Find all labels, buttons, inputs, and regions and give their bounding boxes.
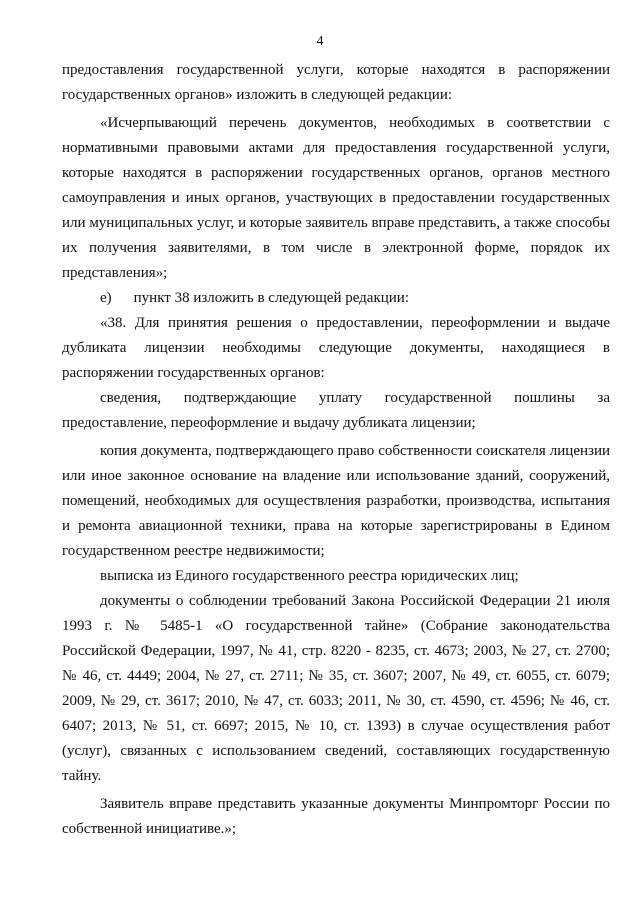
list-text: пункт 38 изложить в следующей редакции: xyxy=(133,290,410,306)
paragraph-7: выписка из Единого государственного реестра юридических лиц; xyxy=(100,568,519,584)
page-number: 4 xyxy=(316,34,324,49)
paragraph-3 xyxy=(62,286,610,311)
paragraph-6: копия документа, подтверждающего право собственности соискателя лицензии или иное законное основание на владение или использование зданий, сооружений, помещений, необходимых для осуществления разработки, производства, испытания и ремонта авиационной техники, права на которые зарегистрированы в Едином государственном реестре недвижимости; xyxy=(62,443,610,559)
paragraph-8: документы о соблюдении требований Закона Российской Федерации 21 июля 1993 г. № 5485-1 «О государственной тайне» (Собрание законодательства Российской Федерации, 1997, № 41, стр. 8220 - 8235, ст. 4673; 2003, № 27, ст. 2700; № 46, ст. 4449; 2004, № 27, ст. 2711; № 35, ст. 3607; 2007, № 49, ст. 6055, ст. 6079; 2009, № 29, ст. 3617; 2010, № 47, ст. 6033; 2011, № 30, ст. 4590, ст. 4596; № 46, ст. 6407; 2013, № 51, ст. 6697; 2015, № 10, ст. 1393) в случае осуществления работ (услуг), связанных с использованием сведений, составляющих государственную тайну. xyxy=(62,593,610,784)
paragraph-4: «38. Для принятия решения о предоставлении, переоформлении и выдаче дубликата лицензии необходимы следующие документы, находящиеся в распоряжении государственных органов: xyxy=(62,315,610,381)
paragraph-9: Заявитель вправе представить указанные документы Минпромторг России по собственной инициативе.»; xyxy=(62,796,610,837)
paragraph-2: «Исчерпывающий перечень документов, необходимых в соответствии с нормативными правовыми актами для предоставления государственной услуги, которые находятся в распоряжении государственных органов, органов местного самоуправления и иных органов, участвующих в предоставлении государственных или муниципальных услуг, и которые заявитель вправе представить, а также способы их получения заявителями, в том числе в электронной форме, порядок их представления»; xyxy=(62,115,610,281)
document-text xyxy=(62,58,610,842)
paragraph-1: предоставления государственной услуги, которые находятся в распоряжении государственных органов» изложить в следующей редакции: xyxy=(62,62,610,103)
list-marker: е) xyxy=(100,290,112,306)
paragraph-5: сведения, подтверждающие уплату государственной пошлины за предоставление, переоформление и выдачу дубликата лицензии; xyxy=(62,390,610,431)
